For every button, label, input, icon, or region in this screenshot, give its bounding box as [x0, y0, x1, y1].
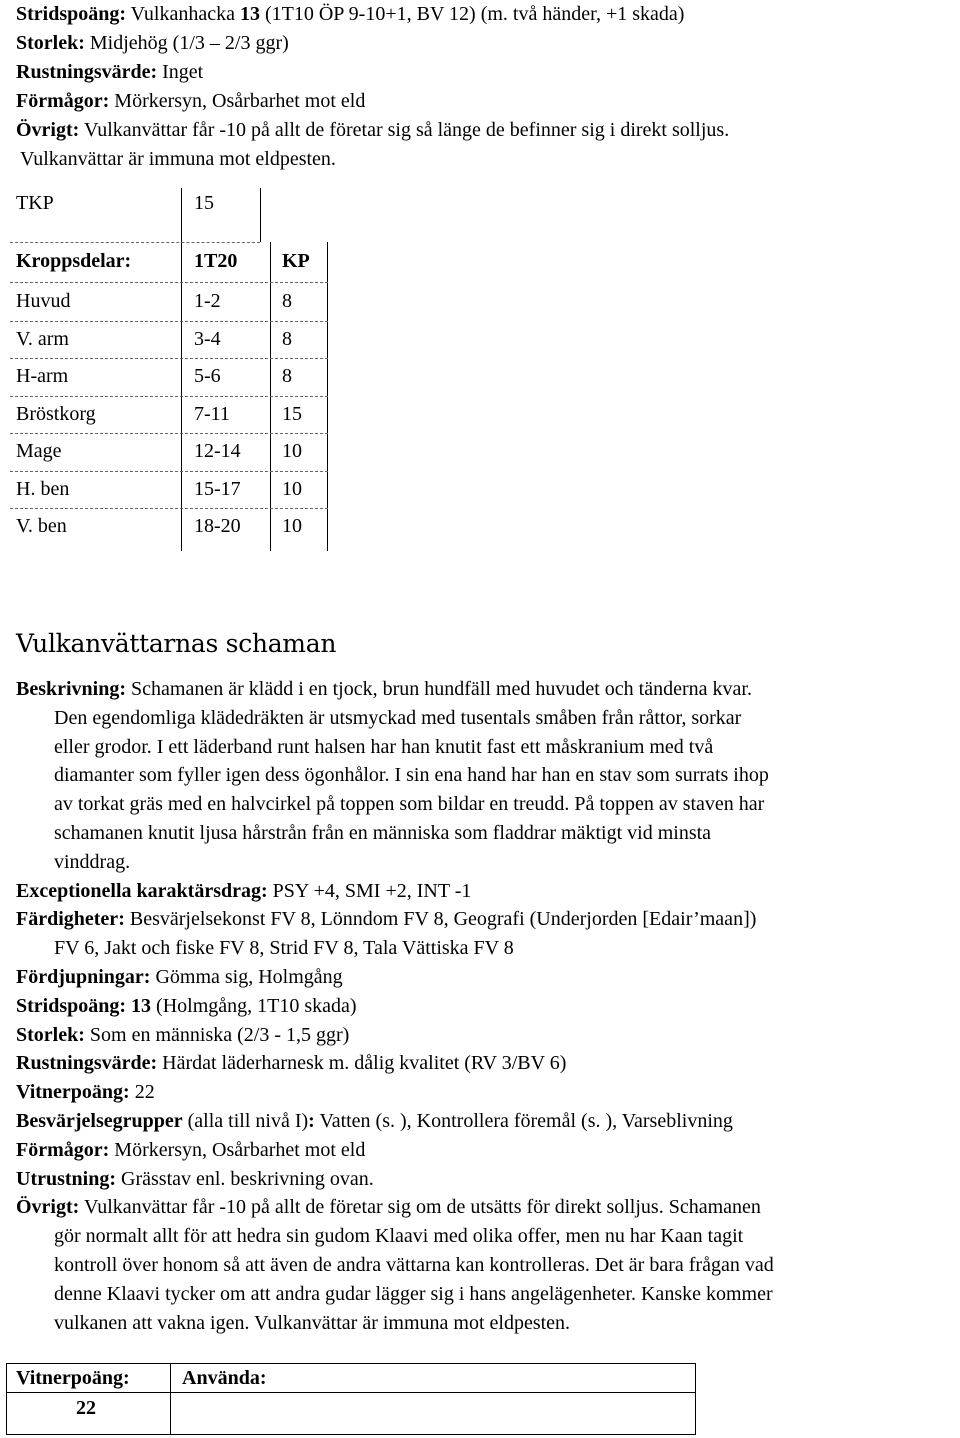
row-part: V. arm [16, 328, 69, 350]
exceptionella-label: Exceptionella karaktärsdrag: [16, 879, 268, 902]
stridspoang-line [16, 0, 684, 29]
header-kroppsdelar: Kroppsdelar: [16, 250, 132, 272]
row-roll: 12-14 [194, 440, 241, 462]
fordjupningar-line [16, 963, 956, 992]
exceptionella-value: PSY +4, SMI +2, INT -1 [267, 879, 472, 902]
utrustning-value: Grässtav enl. beskrivning ovan. [116, 1167, 374, 1190]
vitnerpoang-line [16, 1078, 956, 1107]
besvarjelse-colon: : [308, 1109, 315, 1132]
rustning-shaman-line [16, 1049, 956, 1078]
vitner-value: 22 [76, 1397, 96, 1419]
ovrigt-value: Vulkanvättar får -10 på allt de företar sig så länge de befinner sig i direkt solljus. [79, 119, 730, 141]
row-kp: 10 [282, 515, 302, 537]
row-kp: 8 [282, 328, 292, 350]
rustning-label: Rustningsvärde: [16, 61, 158, 83]
beskrivning-line: diamanter som fyller igen dess ögonhålor. I sin ena hand har han en stav som surrats ihop [54, 764, 769, 787]
row-kp: 10 [282, 440, 302, 462]
rustning-shaman-value: Härdat läderharnesk m. dålig kvalitet (RV 3/BV 6) [157, 1052, 567, 1075]
row-part: Mage [16, 440, 62, 462]
row-part: V. ben [16, 515, 67, 537]
rustning-shaman-label: Rustningsvärde: [16, 1052, 158, 1075]
storlek-line [16, 29, 289, 58]
beskrivning-line: Den egendomliga klädedräkten är utsmyckad med tusentals småben från råttor, sorkar [54, 706, 742, 729]
stridspoang-shaman-line [16, 992, 956, 1021]
row-kp: 10 [282, 478, 302, 500]
tkp-label: TKP [16, 192, 54, 214]
fardigheter-line-2: FV 6, Jakt och fiske FV 8, Strid FV 8, Tala Vättiska FV 8 [54, 937, 514, 960]
header-1t20: 1T20 [194, 250, 238, 272]
formagor-shaman-line [16, 1136, 956, 1165]
stridspoang-shaman-rest: (Holmgång, 1T10 skada) [151, 994, 357, 1017]
ovrigt-line [16, 116, 729, 145]
exceptionella-line [16, 877, 956, 906]
formagor-value: Mörkersyn, Osårbarhet mot eld [109, 90, 366, 112]
besvarjelse-mid: (alla till nivå I) [182, 1109, 309, 1132]
row-kp: 15 [282, 403, 302, 425]
tkp-value: 15 [194, 192, 214, 214]
header-kp: KP [282, 250, 310, 272]
stridspoang-num: 13 [239, 3, 260, 25]
row-roll: 5-6 [194, 365, 221, 387]
fardigheter-value: Besvärjelsekonst FV 8, Lönndom FV 8, Geografi (Underjorden [Edair’maan]) [124, 908, 757, 931]
fardigheter-line [16, 905, 956, 934]
beskrivning-line: schamanen knutit ljusa hårstrån från en människa som fladdrar mäktigt vid minsta [54, 821, 712, 844]
storlek-shaman-label: Storlek: [16, 1023, 85, 1046]
utrustning-line [16, 1165, 956, 1194]
rustning-line [16, 58, 203, 87]
anvanda-header: Använda: [182, 1367, 267, 1389]
utrustning-label: Utrustning: [16, 1167, 117, 1190]
ovrigt-label: Övrigt: [16, 119, 80, 141]
stridspoang-prefix: Vulkanhacka [126, 3, 240, 25]
stridspoang-shaman-num: 13 [126, 994, 152, 1017]
row-part: H. ben [16, 478, 70, 500]
row-roll: 7-11 [194, 403, 230, 425]
row-roll: 18-20 [194, 515, 241, 537]
ovrigt-shaman-line: denne Klaavi tycker om att andra gudar lägger sig i hans angelägenheter. Kanske kommer [54, 1282, 773, 1305]
ovrigt-shaman-line-1 [16, 1193, 956, 1222]
vitnerpoang-value: 22 [129, 1081, 155, 1104]
besvarjelse-value: Vatten (s. ), Kontrollera föremål (s. ), Varseblivning [314, 1109, 733, 1132]
shaman-block [16, 675, 956, 1337]
fordjupningar-value: Gömma sig, Holmgång [150, 965, 343, 988]
ovrigt-shaman-line: vulkanen att vakna igen. Vulkanvättar är immuna mot eldpesten. [54, 1311, 571, 1334]
storlek-value: Midjehög (1/3 – 2/3 ggr) [84, 32, 289, 54]
row-kp: 8 [282, 290, 292, 312]
beskrivning-line: eller grodor. I ett läderband runt halsen har han knutit fast ett måskranium med två [54, 735, 714, 758]
formagor-label: Förmågor: [16, 90, 110, 112]
storlek-shaman-value: Som en människa (2/3 - 1,5 ggr) [84, 1023, 350, 1046]
fardigheter-label: Färdigheter: [16, 908, 125, 931]
formagor-shaman-value: Mörkersyn, Osårbarhet mot eld [109, 1138, 366, 1161]
beskrivning-text: Schamanen är klädd i en tjock, brun hundfäll med huvudet och tänderna kvar. [126, 678, 752, 700]
vitner-header: Vitnerpoäng: [16, 1367, 130, 1389]
ovrigt-shaman-line: kontroll över honom så att även de andra vättarna kan kontrolleras. Det är bara frågan vad [54, 1253, 774, 1276]
stridspoang-label: Stridspoäng: [16, 3, 127, 25]
vitnerpoang-label: Vitnerpoäng: [16, 1081, 130, 1104]
row-roll: 3-4 [194, 328, 221, 350]
row-roll: 1-2 [194, 290, 221, 312]
section-heading: Vulkanvättarnas schaman [16, 629, 337, 658]
fordjupningar-label: Fördjupningar: [16, 965, 151, 988]
formagor-shaman-label: Förmågor: [16, 1138, 110, 1161]
anvanda-field [180, 1396, 684, 1426]
row-part: H-arm [16, 365, 69, 387]
row-part: Huvud [16, 290, 71, 312]
formagor-line [16, 87, 365, 116]
storlek-label: Storlek: [16, 32, 85, 54]
ovrigt-shaman-line: gör normalt allt för att hedra sin gudom Klaavi med olika offer, men nu har Kaan tagit [54, 1225, 744, 1248]
rustning-value: Inget [157, 61, 204, 83]
row-part: Bröstkorg [16, 403, 96, 425]
row-kp: 8 [282, 365, 292, 387]
besvarjelse-line [16, 1107, 956, 1136]
ovrigt-line-2: Vulkanvättar är immuna mot eldpesten. [20, 148, 336, 170]
stridspoang-rest: (1T10 ÖP 9-10+1, BV 12) (m. två händer, +1 skada) [259, 3, 685, 25]
ovrigt-shaman-label: Övrigt: [16, 1196, 80, 1219]
beskrivning-line: av torkat gräs med en halvcirkel på toppen som bildar en treudd. På toppen av staven har [54, 793, 765, 816]
storlek-shaman-line [16, 1021, 956, 1050]
stridspoang-shaman-label: Stridspoäng: [16, 994, 127, 1017]
beskrivning-line-1 [16, 675, 956, 704]
besvarjelse-label: Besvärjelsegrupper [16, 1109, 183, 1132]
beskrivning-label: Beskrivning: [16, 678, 127, 700]
row-roll: 15-17 [194, 478, 241, 500]
ovrigt-shaman-text: Vulkanvättar får -10 på allt de företar sig om de utsätts för direkt solljus. Schamanen [79, 1196, 761, 1219]
beskrivning-line: vinddrag. [54, 850, 131, 873]
